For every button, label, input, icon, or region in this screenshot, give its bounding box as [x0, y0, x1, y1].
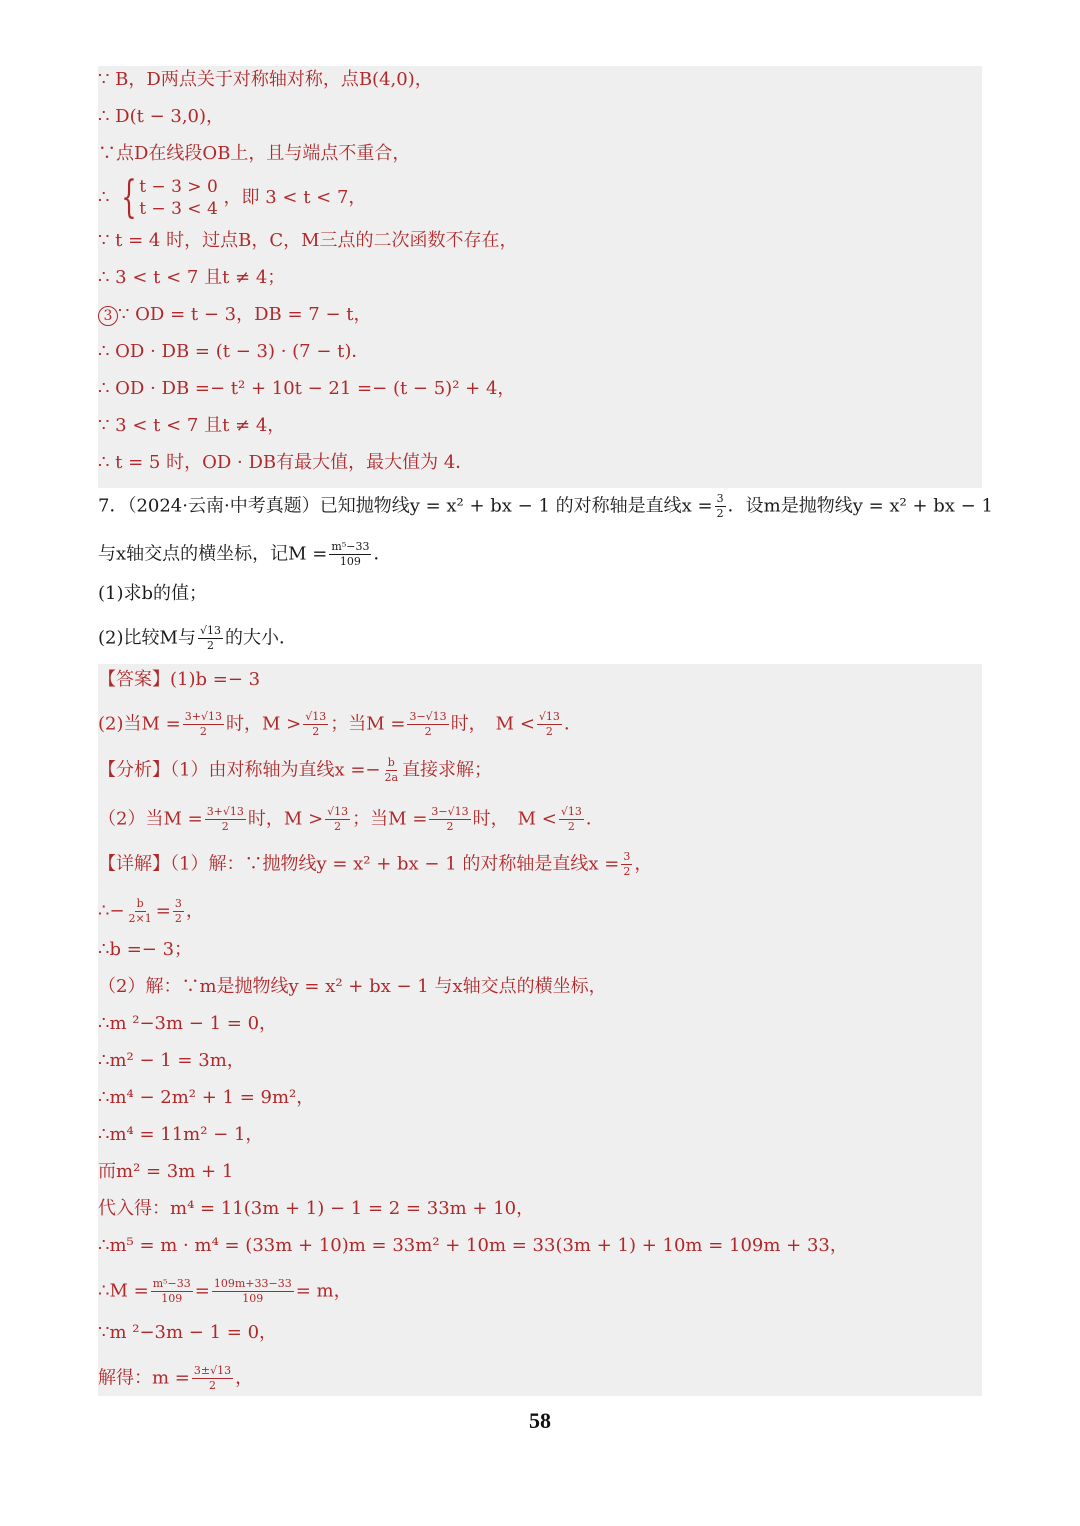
solution-line-2: ∴ D(t − 3,0)，: [98, 106, 225, 127]
solution-line-3: ∵点D在线段OB上，且与端点不重合，: [98, 143, 411, 164]
fraction: $\frac{\text{m⁵−33}}{109}$: [152, 1277, 191, 1305]
detail-line-5: ∴m ²−3m − 1 = 0，: [98, 1013, 278, 1034]
detail-line-9: 而m² = 3m + 1: [98, 1161, 234, 1182]
fraction: $\frac{√13}{2}$: [538, 710, 560, 738]
solution-line-5: ∵ t = 4 时，过点B，C，M三点的二次函数不存在，: [98, 230, 518, 251]
fraction: $\frac{b}{2\times 1}$: [128, 897, 152, 925]
fraction: $\frac{√13}{2}$: [560, 805, 582, 833]
fraction: $\frac{109m+33-33}{109}$: [213, 1277, 292, 1305]
fraction: $\frac{3-√13}{2}$: [431, 805, 469, 833]
fraction: $\frac{3\pm√13}{2}$: [193, 1364, 232, 1392]
solution-line-4: ∴ { t − 3 > 0 t − 3 < 4 ，即 3 < t < 7，: [98, 172, 367, 223]
solution-line-1: ∵ B，D两点关于对称轴对称，点B(4,0)，: [98, 69, 433, 90]
solution-line-10: ∵ 3 < t < 7 且t ≠ 4，: [98, 415, 286, 436]
answer-line-2: (2)当M = $\frac{3+√13}{2}$ 时，M > $\frac{√13}{2}$ ；当M = $\frac{3-√13}{2}$ 时， M < $\frac{√13}{2}$ ．: [98, 710, 582, 738]
solution-line-9: ∴ OD · DB =− t² + 10t − 21 =− (t − 5)² + 4，: [98, 378, 516, 399]
inequality-system: { t − 3 > 0 t − 3 < 4: [121, 172, 218, 223]
fraction: $\frac{3}{2}$: [174, 897, 182, 925]
circled-number: 3: [98, 306, 118, 326]
detail-line-10: 代入得：m⁴ = 11(3m + 1) − 1 = 2 = 33m + 10，: [98, 1198, 535, 1219]
detail-line-7: ∴m⁴ − 2m² + 1 = 9m²，: [98, 1087, 315, 1108]
fraction: $\frac{3}{2}$: [716, 492, 724, 520]
question-line-1: 7．（2024·云南·中考真题）已知抛物线y = x² + bx − 1 的对称轴是直线x = $\frac{3}{2}$ ．设m是抛物线y = x² + bx − 1: [98, 492, 993, 520]
detail-line-6: ∴m² − 1 = 3m，: [98, 1050, 245, 1071]
detail-line-2: ∴− $\frac{b}{2\times 1}$ = $\frac{3}{2}$ ，: [98, 897, 204, 925]
detail-line-8: ∴m⁴ = 11m² − 1，: [98, 1124, 264, 1145]
solution-line-11: ∴ t = 5 时，OD · DB有最大值，最大值为 4．: [98, 452, 474, 473]
page-number: 58: [529, 1408, 551, 1433]
fraction: $\frac{3-√13}{2}$: [409, 710, 447, 738]
solution-line-7: 3 ∵ OD = t − 3，DB = 7 − t，: [98, 303, 372, 327]
detail-line-13: ∵m ²−3m − 1 = 0，: [98, 1322, 278, 1343]
fraction: $\frac{\text{m⁵−33}}{109}$: [331, 540, 370, 568]
detail-line-14: 解得：m = $\frac{3\pm√13}{2}$ ，: [98, 1364, 254, 1392]
fraction: $\frac{3}{2}$: [623, 850, 631, 878]
fraction: $\frac{√13}{2}$: [199, 624, 221, 652]
detail-line-3: ∴b =− 3；: [98, 939, 193, 960]
fraction: $\frac{√13}{2}$: [305, 710, 327, 738]
solution-line-6: ∴ 3 < t < 7 且t ≠ 4；: [98, 267, 286, 288]
detail-line-11: ∴m⁵ = m · m⁴ = (33m + 10)m = 33m² + 10m = 33(3m + 1) + 10m = 109m + 33，: [98, 1235, 848, 1256]
answer-line-1: 【答案】(1)b =− 3: [98, 669, 261, 690]
question-part-2: (2)比较M与 $\frac{√13}{2}$ 的大小．: [98, 624, 297, 652]
fraction: $\frac{√13}{2}$: [327, 805, 349, 833]
solution-line-8: ∴ OD · DB = (t − 3) · (7 − t)．: [98, 341, 370, 362]
fraction: $\frac{b}{2a}$: [384, 756, 399, 784]
question-line-2: 与x轴交点的横坐标，记M = $\frac{\text{m⁵−33}}{109}$ ．: [98, 540, 392, 568]
question-part-1: (1)求b的值；: [98, 583, 208, 604]
analysis-line-1: 【分析】（1）由对称轴为直线x =− $\frac{b}{2a}$ 直接求解；: [98, 756, 493, 784]
detail-line-1: 【详解】（1）解：∵抛物线y = x² + bx − 1 的对称轴是直线x = $\frac{3}{2}$ ，: [98, 850, 653, 878]
detail-line-12: ∴M = $\frac{\text{m⁵−33}}{109}$ = $\frac{109m+33-33}{109}$ = m，: [98, 1277, 352, 1305]
analysis-line-2: （2）当M = $\frac{3+√13}{2}$ 时，M > $\frac{√13}{2}$ ；当M = $\frac{3-√13}{2}$ 时， M < $\frac{√13}{2}$ ．: [98, 805, 604, 833]
fraction: $\frac{3+√13}{2}$: [206, 805, 244, 833]
detail-line-4: （2）解：∵m是抛物线y = x² + bx − 1 与x轴交点的横坐标，: [98, 976, 607, 997]
fraction: $\frac{3+√13}{2}$: [184, 710, 222, 738]
